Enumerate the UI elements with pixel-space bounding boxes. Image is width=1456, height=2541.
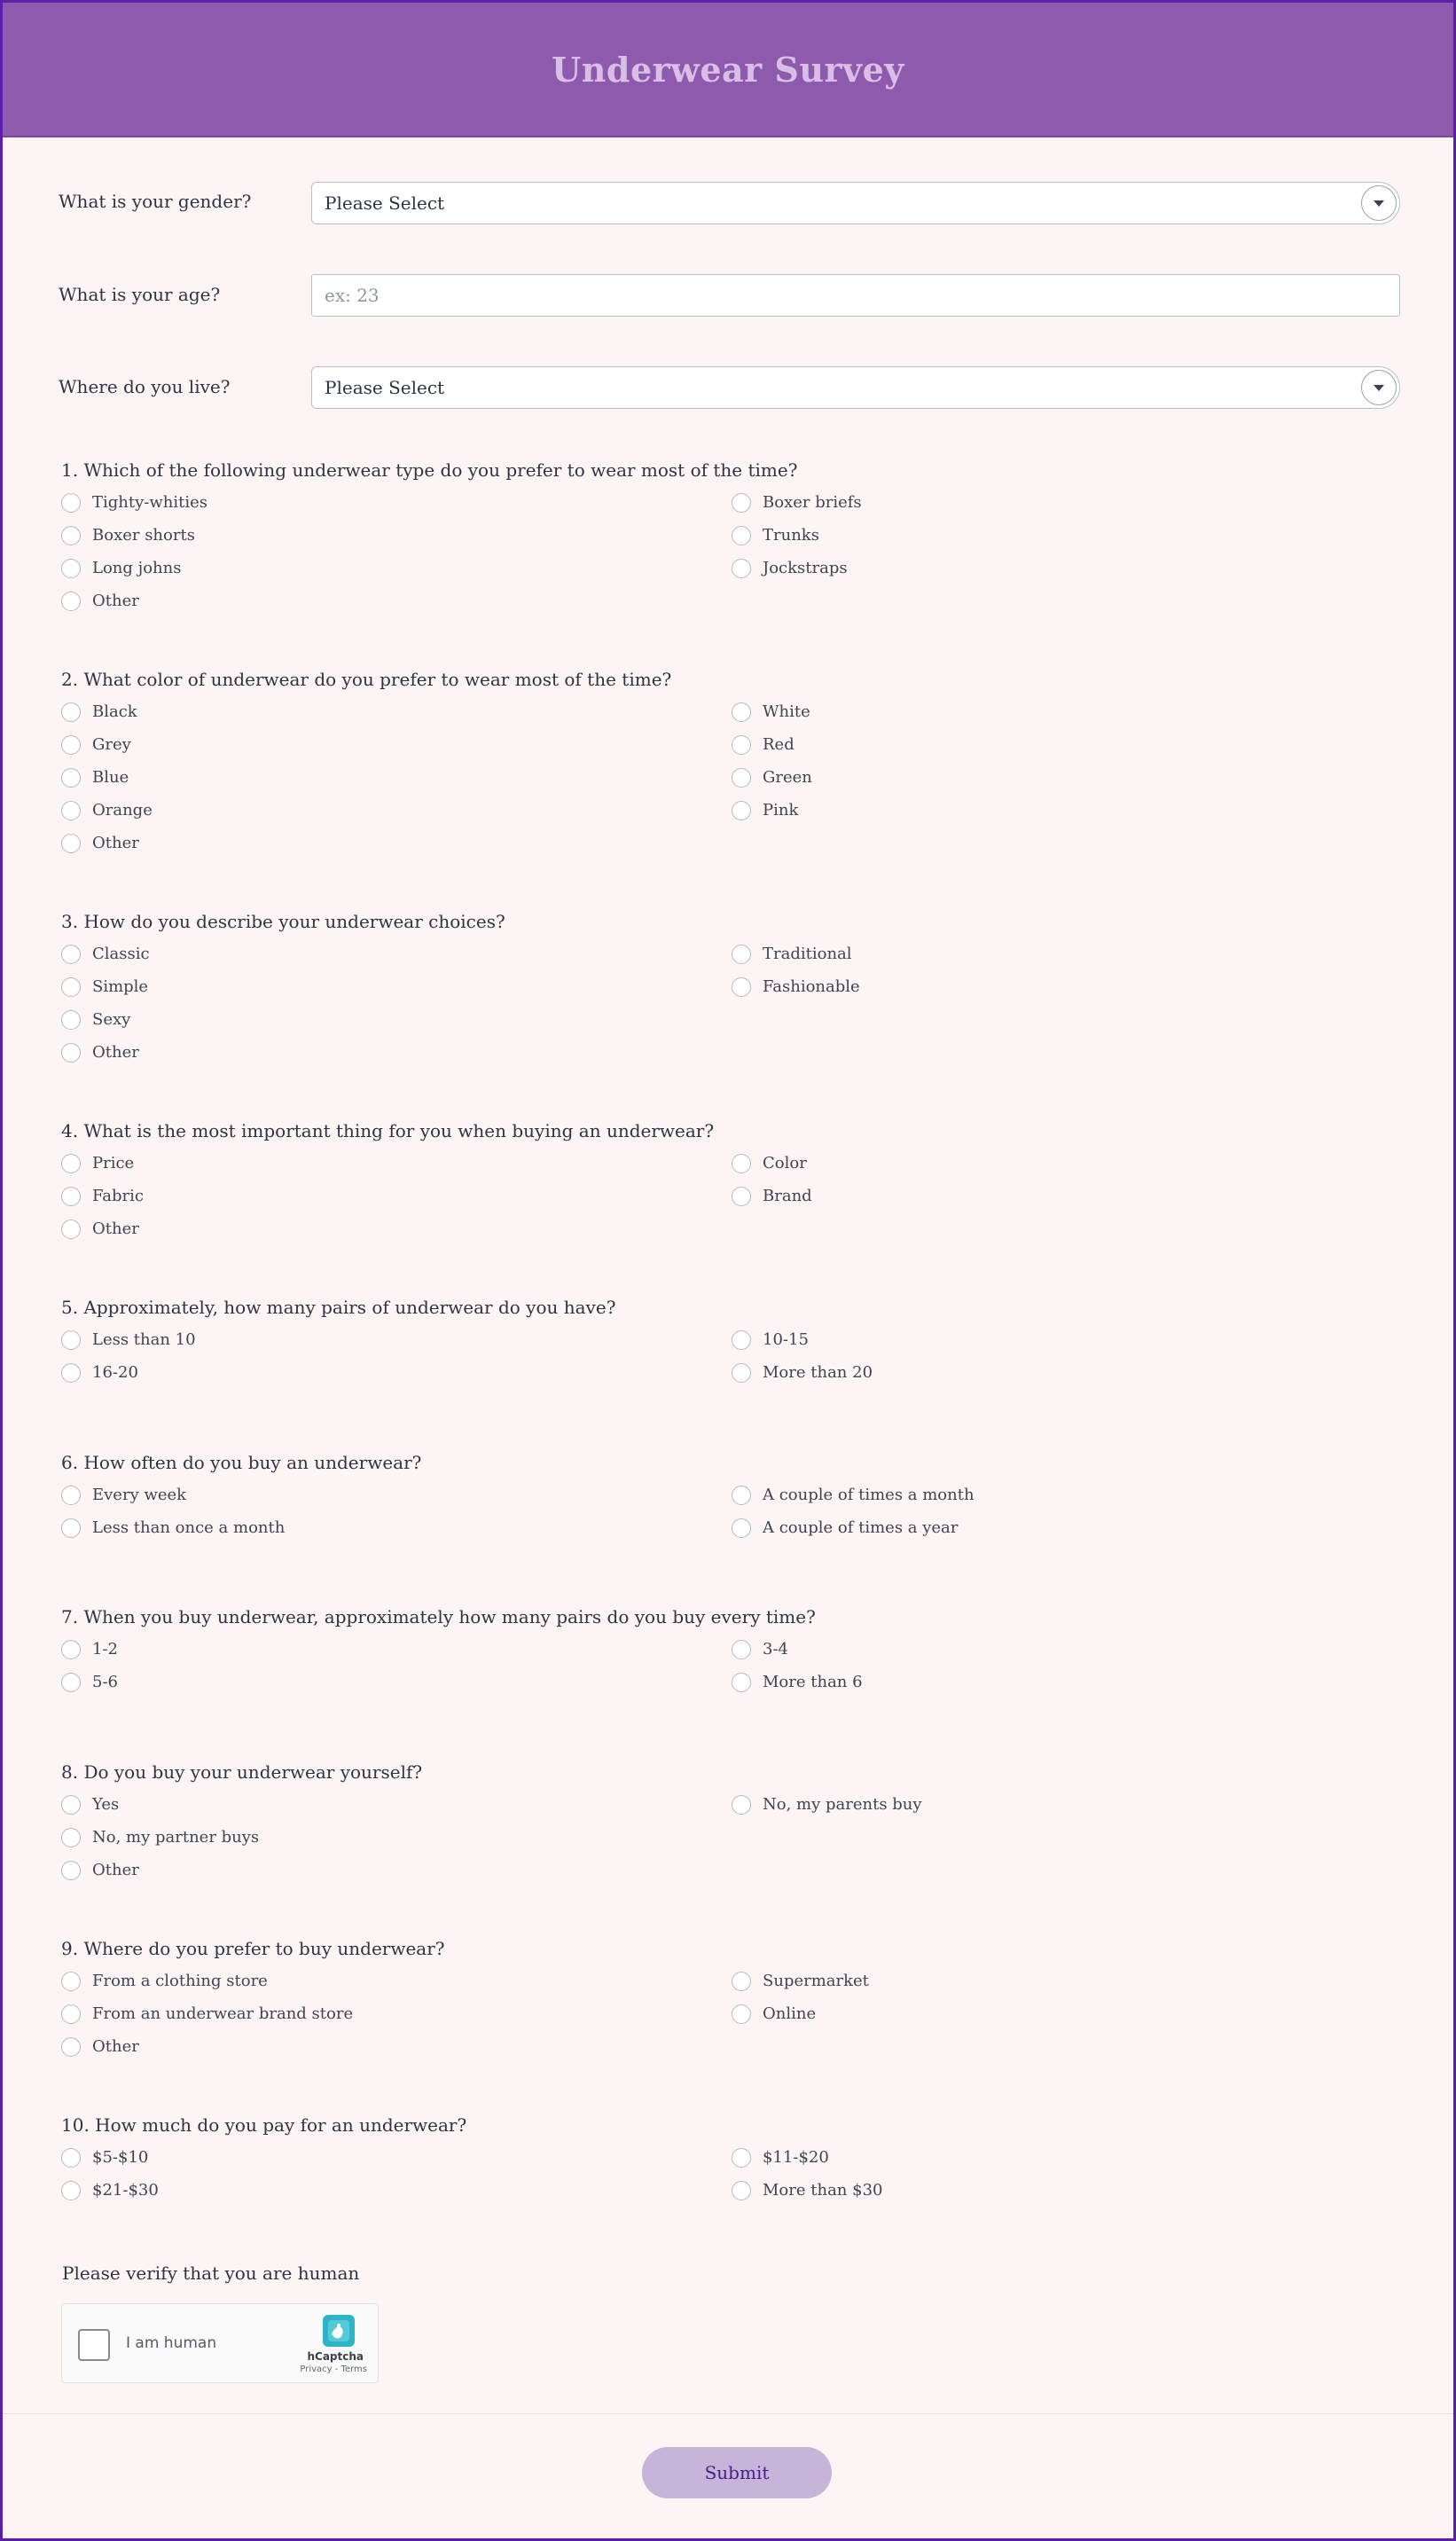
- radio-group: [61, 486, 1391, 617]
- radio-button[interactable]: [732, 1972, 751, 1991]
- hcaptcha-logo-icon: [317, 2313, 360, 2349]
- radio-group: [61, 1478, 1391, 1544]
- radio-group: [61, 1633, 1391, 1698]
- question-2: [61, 663, 1391, 859]
- radio-button[interactable]: [732, 1330, 751, 1350]
- radio-option-label[interactable]: Other: [92, 1043, 139, 1062]
- radio-option[interactable]: [732, 1511, 1391, 1544]
- radio-button[interactable]: [61, 559, 81, 578]
- radio-button[interactable]: [61, 1187, 81, 1206]
- question-5: [61, 1291, 1391, 1389]
- question-title: 1. Which of the following underwear type do you prefer to wear most of the time?: [61, 459, 798, 481]
- radio-option-label[interactable]: $21-$30: [92, 2181, 159, 2200]
- radio-option[interactable]: [61, 970, 732, 1003]
- radio-option[interactable]: [61, 1212, 732, 1245]
- radio-button[interactable]: [61, 768, 81, 788]
- question-title: 8. Do you buy your underwear yourself?: [61, 1761, 423, 1783]
- radio-option-label[interactable]: Boxer briefs: [763, 493, 862, 512]
- form-header: [3, 3, 1453, 137]
- radio-button[interactable]: [732, 493, 751, 513]
- radio-option[interactable]: [732, 1788, 1391, 1821]
- radio-option[interactable]: [61, 486, 732, 519]
- radio-button[interactable]: [61, 1486, 81, 1505]
- radio-option[interactable]: [732, 1180, 1391, 1212]
- radio-button[interactable]: [61, 1795, 81, 1815]
- question-title: 7. When you buy underwear, approximately how many pairs do you buy every time?: [61, 1606, 816, 1627]
- radio-option-label[interactable]: Green: [763, 768, 812, 787]
- radio-option-label[interactable]: Jockstraps: [763, 559, 848, 577]
- radio-button[interactable]: [732, 702, 751, 722]
- radio-option[interactable]: [61, 552, 732, 584]
- radio-option-label[interactable]: Other: [92, 592, 139, 610]
- radio-option[interactable]: [732, 1356, 1391, 1389]
- radio-option-label[interactable]: Other: [92, 2037, 139, 2056]
- question-9: [61, 1933, 1391, 2063]
- age-input[interactable]: [311, 274, 1400, 317]
- radio-button[interactable]: [61, 2037, 81, 2057]
- radio-option[interactable]: [61, 728, 732, 761]
- radio-option[interactable]: [732, 2141, 1391, 2174]
- radio-option-label[interactable]: Simple: [92, 977, 149, 996]
- radio-button[interactable]: [732, 526, 751, 545]
- gender-label: What is your gender?: [59, 191, 252, 212]
- radio-option[interactable]: [61, 1854, 732, 1886]
- radio-button[interactable]: [61, 592, 81, 611]
- radio-option[interactable]: [61, 1323, 732, 1356]
- radio-option[interactable]: [61, 1666, 732, 1698]
- radio-group: [61, 1147, 1391, 1245]
- question-title: 4. What is the most important thing for you when buying an underwear?: [61, 1120, 715, 1141]
- radio-option[interactable]: [61, 1003, 732, 1036]
- radio-option[interactable]: [61, 1633, 732, 1666]
- radio-option[interactable]: [732, 794, 1391, 827]
- radio-option-label[interactable]: 5-6: [92, 1673, 118, 1691]
- location-select-value: Please Select: [325, 377, 445, 398]
- radio-button[interactable]: [732, 2181, 751, 2200]
- gender-select[interactable]: [311, 182, 1400, 224]
- radio-option-label[interactable]: Other: [92, 1861, 139, 1879]
- radio-button[interactable]: [732, 801, 751, 820]
- question-1: [61, 454, 1391, 617]
- radio-option[interactable]: [61, 761, 732, 794]
- radio-button[interactable]: [61, 1010, 81, 1030]
- radio-option-label[interactable]: Trunks: [763, 526, 819, 545]
- radio-option-label[interactable]: Fabric: [92, 1187, 144, 1205]
- question-title: 3. How do you describe your underwear choices?: [61, 911, 505, 932]
- radio-button[interactable]: [732, 1486, 751, 1505]
- radio-option-label[interactable]: 1-2: [92, 1640, 118, 1659]
- radio-button[interactable]: [61, 1154, 81, 1173]
- radio-option[interactable]: [61, 1478, 732, 1511]
- radio-group: [61, 1965, 1391, 2063]
- radio-option-label[interactable]: Fashionable: [763, 977, 860, 996]
- radio-button[interactable]: [61, 2181, 81, 2200]
- question-title: 6. How often do you buy an underwear?: [61, 1452, 422, 1473]
- radio-button[interactable]: [732, 1795, 751, 1815]
- radio-button[interactable]: [61, 526, 81, 545]
- radio-button[interactable]: [61, 834, 81, 853]
- radio-button[interactable]: [732, 1154, 751, 1173]
- radio-option[interactable]: [61, 695, 732, 728]
- radio-group: [61, 937, 1391, 1069]
- radio-option[interactable]: [61, 2141, 732, 2174]
- radio-option-label[interactable]: Tighty-whities: [92, 493, 207, 512]
- question-4: [61, 1115, 1391, 1245]
- radio-button[interactable]: [61, 1861, 81, 1880]
- location-select[interactable]: [311, 366, 1400, 409]
- radio-option-label[interactable]: More than 6: [763, 1673, 863, 1691]
- radio-button[interactable]: [732, 559, 751, 578]
- captcha-checkbox-text: I am human: [126, 2334, 217, 2352]
- radio-option-label[interactable]: Less than once a month: [92, 1518, 286, 1537]
- radio-button[interactable]: [732, 1518, 751, 1538]
- radio-button[interactable]: [61, 2148, 81, 2168]
- radio-group: [61, 695, 1391, 859]
- radio-option[interactable]: [61, 1997, 732, 2030]
- question-3: [61, 906, 1391, 1069]
- radio-option[interactable]: [732, 937, 1391, 970]
- radio-option-label[interactable]: Color: [763, 1154, 807, 1172]
- gender-select-value: Please Select: [325, 192, 445, 214]
- radio-button[interactable]: [61, 1828, 81, 1847]
- radio-button[interactable]: [61, 801, 81, 820]
- radio-option[interactable]: [61, 1147, 732, 1180]
- radio-option[interactable]: [61, 1821, 732, 1854]
- radio-button[interactable]: [61, 702, 81, 722]
- radio-option[interactable]: [61, 2174, 732, 2207]
- radio-button[interactable]: [61, 2004, 81, 2024]
- radio-option-label[interactable]: Red: [763, 735, 795, 754]
- empty-cell: [732, 1003, 1391, 1036]
- hcaptcha-widget: [61, 2303, 379, 2383]
- radio-button[interactable]: [732, 2004, 751, 2024]
- radio-button[interactable]: [732, 2148, 751, 2168]
- captcha-checkbox[interactable]: [78, 2329, 110, 2361]
- radio-option-label[interactable]: Brand: [763, 1187, 812, 1205]
- radio-option[interactable]: [732, 1478, 1391, 1511]
- radio-button[interactable]: [61, 1518, 81, 1538]
- question-title: 9. Where do you prefer to buy underwear?: [61, 1938, 445, 1959]
- radio-option-label[interactable]: $11-$20: [763, 2148, 829, 2167]
- radio-option-label[interactable]: Online: [763, 2004, 817, 2023]
- radio-option-label[interactable]: A couple of times a year: [763, 1518, 959, 1537]
- radio-option-label[interactable]: 10-15: [763, 1330, 809, 1349]
- radio-option-label[interactable]: Orange: [92, 801, 153, 820]
- empty-cell: [732, 1821, 1391, 1854]
- radio-option-label[interactable]: $5-$10: [92, 2148, 149, 2167]
- radio-button[interactable]: [61, 1043, 81, 1063]
- radio-button[interactable]: [732, 945, 751, 964]
- chevron-down-icon[interactable]: [1361, 185, 1397, 221]
- radio-option[interactable]: [732, 695, 1391, 728]
- question-10: [61, 2109, 1391, 2207]
- radio-button[interactable]: [61, 1972, 81, 1991]
- radio-option[interactable]: [61, 1511, 732, 1544]
- radio-option-label[interactable]: Boxer shorts: [92, 526, 195, 545]
- radio-option-label[interactable]: Blue: [92, 768, 129, 787]
- radio-option[interactable]: [732, 1633, 1391, 1666]
- radio-option[interactable]: [61, 584, 732, 617]
- radio-option[interactable]: [61, 1180, 732, 1212]
- radio-button[interactable]: [61, 1220, 81, 1239]
- radio-button[interactable]: [61, 977, 81, 997]
- age-label: What is your age?: [59, 284, 221, 305]
- radio-button[interactable]: [732, 735, 751, 755]
- radio-button[interactable]: [732, 1187, 751, 1206]
- radio-option-label[interactable]: Pink: [763, 801, 799, 820]
- question-title: 2. What color of underwear do you prefer to wear most of the time?: [61, 669, 672, 690]
- radio-option-label[interactable]: From a clothing store: [92, 1972, 268, 1990]
- radio-button[interactable]: [732, 1363, 751, 1383]
- radio-button[interactable]: [61, 945, 81, 964]
- radio-option-label[interactable]: Classic: [92, 945, 150, 963]
- chevron-down-icon[interactable]: [1361, 370, 1397, 405]
- radio-option[interactable]: [732, 1147, 1391, 1180]
- radio-group: [61, 1323, 1391, 1389]
- captcha-label: Please verify that you are human: [62, 2263, 360, 2284]
- radio-option-label[interactable]: A couple of times a month: [763, 1486, 975, 1504]
- radio-option-label[interactable]: Every week: [92, 1486, 187, 1504]
- radio-option-label[interactable]: Yes: [92, 1795, 120, 1814]
- radio-group: [61, 1788, 1391, 1886]
- captcha-links[interactable]: Privacy - Terms: [300, 2365, 367, 2374]
- radio-option[interactable]: [61, 519, 732, 552]
- radio-option[interactable]: [732, 2174, 1391, 2207]
- radio-button[interactable]: [61, 1640, 81, 1659]
- radio-button[interactable]: [732, 1673, 751, 1692]
- radio-option-label[interactable]: 16-20: [92, 1363, 138, 1382]
- radio-option-label[interactable]: Price: [92, 1154, 135, 1172]
- radio-button[interactable]: [61, 735, 81, 755]
- radio-option-label[interactable]: More than $30: [763, 2181, 883, 2200]
- radio-option[interactable]: [732, 552, 1391, 584]
- radio-button[interactable]: [732, 768, 751, 788]
- radio-button[interactable]: [61, 493, 81, 513]
- radio-option[interactable]: [732, 970, 1391, 1003]
- radio-option-label[interactable]: Black: [92, 702, 137, 721]
- question-title: 10. How much do you pay for an underwear?: [61, 2114, 467, 2136]
- radio-option[interactable]: [732, 1323, 1391, 1356]
- radio-option[interactable]: [732, 1965, 1391, 1997]
- radio-option[interactable]: [61, 2030, 732, 2063]
- question-7: [61, 1601, 1391, 1698]
- radio-button[interactable]: [61, 1673, 81, 1692]
- radio-option[interactable]: [61, 1356, 732, 1389]
- radio-option-label[interactable]: Other: [92, 834, 139, 852]
- question-6: [61, 1447, 1391, 1544]
- radio-option[interactable]: [732, 519, 1391, 552]
- radio-option-label[interactable]: No, my partner buys: [92, 1828, 260, 1847]
- footer-divider: [3, 2413, 1453, 2414]
- radio-option-label[interactable]: White: [763, 702, 810, 721]
- submit-button[interactable]: Submit: [642, 2447, 832, 2498]
- age-input-placeholder: ex: 23: [325, 285, 380, 306]
- radio-option[interactable]: [61, 1788, 732, 1821]
- radio-option-label[interactable]: 3-4: [763, 1640, 788, 1659]
- radio-option[interactable]: [61, 827, 732, 859]
- radio-group: [61, 2141, 1391, 2207]
- radio-option-label[interactable]: Sexy: [92, 1010, 131, 1029]
- radio-button[interactable]: [61, 1330, 81, 1350]
- radio-option[interactable]: [61, 937, 732, 970]
- radio-option-label[interactable]: Less than 10: [92, 1330, 196, 1349]
- radio-option[interactable]: [61, 794, 732, 827]
- form-title: Underwear Survey: [552, 49, 904, 90]
- question-8: [61, 1756, 1391, 1886]
- radio-button[interactable]: [732, 1640, 751, 1659]
- radio-option[interactable]: [732, 761, 1391, 794]
- radio-option-label[interactable]: Long johns: [92, 559, 182, 577]
- radio-option[interactable]: [61, 1036, 732, 1069]
- radio-option-label[interactable]: From an underwear brand store: [92, 2004, 354, 2023]
- radio-option-label[interactable]: Grey: [92, 735, 131, 754]
- radio-option-label[interactable]: No, my parents buy: [763, 1795, 922, 1814]
- radio-button[interactable]: [732, 977, 751, 997]
- radio-option-label[interactable]: More than 20: [763, 1363, 873, 1382]
- location-label: Where do you live?: [59, 376, 231, 397]
- question-title: 5. Approximately, how many pairs of underwear do you have?: [61, 1297, 616, 1318]
- radio-option[interactable]: [732, 486, 1391, 519]
- radio-option[interactable]: [732, 1997, 1391, 2030]
- captcha-brand: hCaptcha: [307, 2350, 364, 2363]
- radio-option[interactable]: [732, 1666, 1391, 1698]
- radio-option-label[interactable]: Other: [92, 1220, 139, 1238]
- radio-option-label[interactable]: Traditional: [763, 945, 852, 963]
- radio-button[interactable]: [61, 1363, 81, 1383]
- radio-option[interactable]: [61, 1965, 732, 1997]
- radio-option[interactable]: [732, 728, 1391, 761]
- radio-option-label[interactable]: Supermarket: [763, 1972, 869, 1990]
